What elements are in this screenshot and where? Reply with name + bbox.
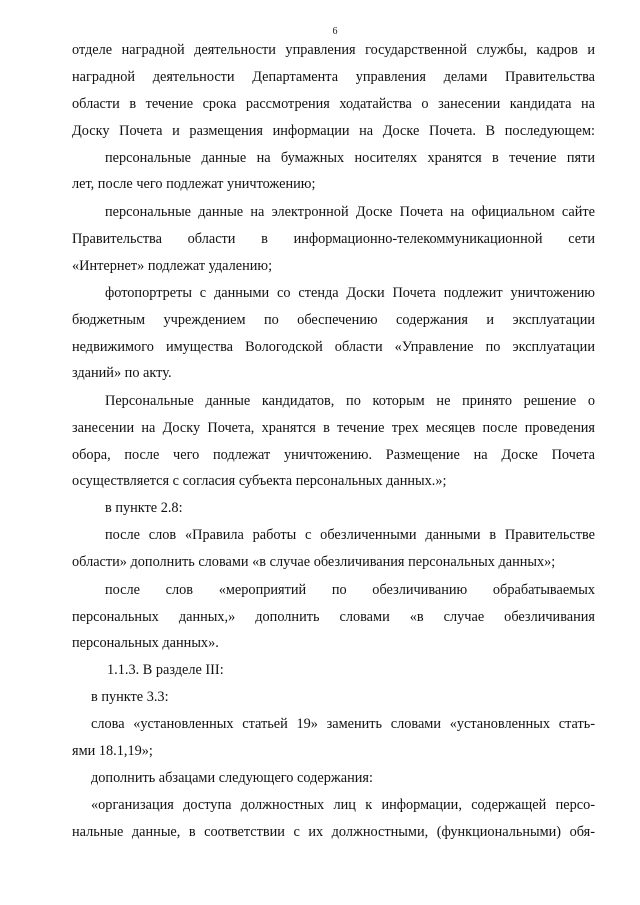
text-line: области в течение срока рассмотрения ходатайства о занесении кандидата на [72, 96, 595, 112]
text-line: после слов «мероприятий по обезличиванию обрабатываемых [105, 582, 595, 598]
text-line: после слов «Правила работы с обезличенными данными в Правительстве [105, 527, 595, 543]
text-line: недвижимого имущества Вологодской области «Управление по эксплуатации [72, 339, 595, 355]
text-line: обора, после чего подлежат уничтожению. Размещение на Доске Почета [72, 447, 595, 463]
text-line: отделе наградной деятельности управления государственной службы, кадров и [72, 42, 595, 58]
text-line: 1.1.3. В разделе III: [107, 662, 224, 678]
text-line: занесении на Доску Почета, хранятся в течение трех месяцев после проведения [72, 420, 595, 436]
text-line: наградной деятельности Департамента управления делами Правительства [72, 69, 595, 85]
text-line: в пункте 3.3: [91, 689, 169, 705]
text-line: слова «установленных статьей 19» заменить словами «установленных стать- [91, 716, 595, 732]
text-line: персональных данных». [72, 635, 219, 651]
text-line: дополнить абзацами следующего содержания: [91, 770, 373, 786]
text-line: Доску Почета и размещения информации на Доске Почета. В последующем: [72, 123, 595, 139]
text-line: Правительства области в информационно-телекоммуникационной сети [72, 231, 595, 247]
text-line: «Интернет» подлежат удалению; [72, 258, 273, 274]
text-line: персональные данные на электронной Доске Почета на официальном сайте [105, 204, 595, 220]
text-line: Персональные данные кандидатов, по которым не принято решение о [105, 393, 595, 409]
text-line: осуществляется с согласия субъекта персональных данных.»; [72, 473, 447, 489]
page-number: 6 [332, 26, 338, 37]
text-line: лет, после чего подлежат уничтожению; [72, 176, 316, 192]
text-line: ями 18.1,19»; [72, 743, 153, 759]
text-line: зданий» по акту. [72, 365, 172, 381]
text-line: фотопортреты с данными со стенда Доски Почета подлежит уничтожению [105, 285, 595, 301]
text-line: персональные данные на бумажных носителях хранятся в течение пяти [105, 150, 595, 166]
text-line: нальные данные, в соответствии с их должностными, (функциональными) обя- [72, 824, 595, 840]
text-line: в пункте 2.8: [105, 500, 183, 516]
text-line: персональных данных,» дополнить словами «в случае обезличивания [72, 609, 595, 625]
text-line: «организация доступа должностных лиц к информации, содержащей персо- [91, 797, 595, 813]
text-line: бюджетным учреждением по обеспечению содержания и эксплуатации [72, 312, 595, 328]
text-line: области» дополнить словами «в случае обезличивания персональных данных»; [72, 554, 556, 570]
